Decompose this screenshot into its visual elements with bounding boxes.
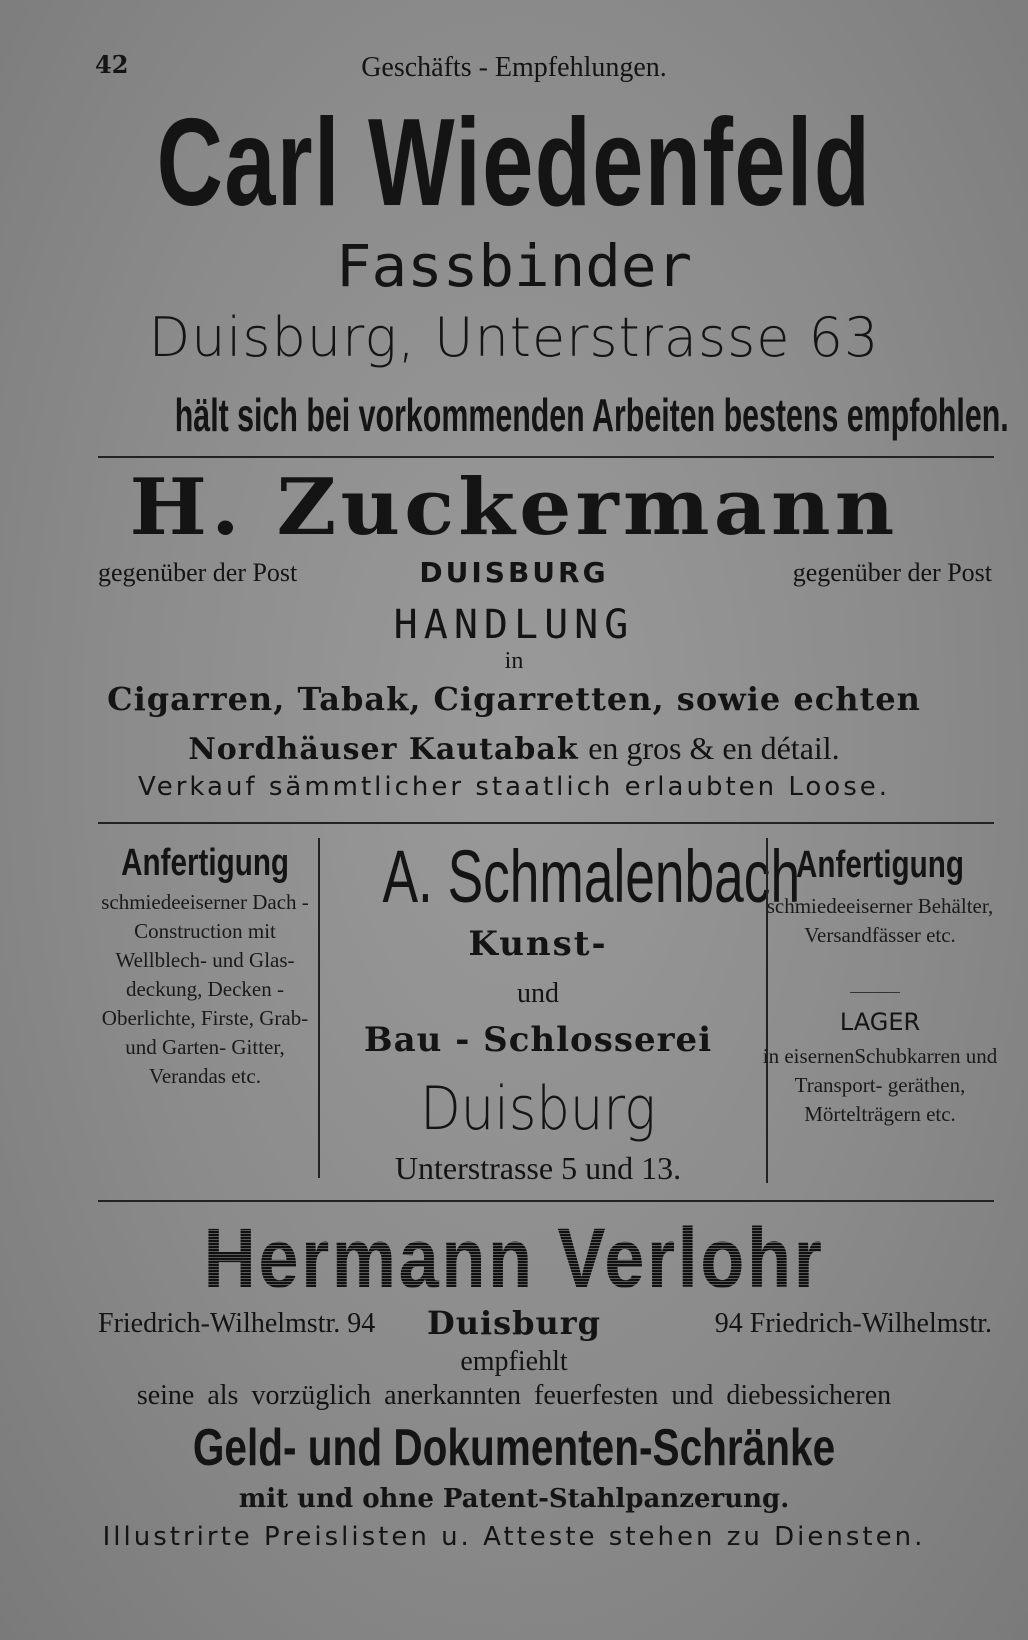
column-divider xyxy=(318,838,320,1178)
zuckermann-connector: in xyxy=(504,648,524,674)
zuckermann-location-left: gegenüber der Post xyxy=(98,558,298,587)
section-title: Geschäfts - Empfehlungen. xyxy=(361,52,667,83)
verlohr-description: seine als vorzüglich anerkannten feuerfesten und diebessicheren xyxy=(136,1380,892,1411)
verlohr-product: Geld- und Dokumenten-Schränke xyxy=(192,1419,836,1477)
page-number: 42 xyxy=(95,50,129,79)
schmalenbach-kunst: Kunst- xyxy=(468,924,608,964)
wiedenfeld-name: Carl Wiedenfeld xyxy=(156,94,872,232)
zuckermann-city: DUISBURG xyxy=(419,556,609,589)
divider xyxy=(98,822,994,824)
zuckermann-trade: HANDLUNG xyxy=(393,602,635,648)
verlohr-street-right: 94 Friedrich-Wilhelmstr. xyxy=(714,1308,992,1339)
schmalenbach-und: und xyxy=(517,978,559,1009)
verlohr-price-lists: Illustrirte Preislisten u. Atteste stehen zu Diensten. xyxy=(102,1522,926,1552)
verlohr-street-left: Friedrich-Wilhelmstr. 94 xyxy=(98,1308,376,1339)
schmalenbach-bau: Bau - Schlosserei xyxy=(363,1020,713,1060)
schmalenbach-lager: LAGER xyxy=(839,1008,921,1036)
short-divider xyxy=(850,992,900,993)
divider xyxy=(98,456,994,458)
wiedenfeld-trade: Fassbinder xyxy=(335,232,693,300)
divider xyxy=(98,1200,994,1202)
schmalenbach-right-text2: in eisernenSchubkarren und Transport- geräthen, Mörtelträgern etc. xyxy=(762,1044,998,1126)
verlohr-patent: mit und ohne Patent-Stahlpanzerung. xyxy=(238,1484,790,1514)
zuckermann-kautabak: Nordhäuser Kautabak xyxy=(188,732,579,767)
schmalenbach-left-heading: Anfertigung xyxy=(121,842,290,884)
wiedenfeld-address: Duisburg, Unterstrasse 63 xyxy=(148,306,880,369)
schmalenbach-address: Unterstrasse 5 und 13. xyxy=(394,1150,682,1186)
zuckermann-location-right: gegenüber der Post xyxy=(792,558,992,587)
schmalenbach-name: A. Schmalenbach xyxy=(382,835,801,918)
verlohr-city: Duisburg xyxy=(426,1304,602,1342)
schmalenbach-right-text: schmiedeeiserner Behälter, Versandfässer etc. xyxy=(766,894,994,947)
zuckermann-lottery: Verkauf sämmtlicher staatlich erlaubten Loose. xyxy=(137,772,891,802)
schmalenbach-right-heading: Anfertigung xyxy=(796,844,964,886)
verlohr-recommends: empfiehlt xyxy=(460,1346,568,1377)
schmalenbach-city: Duisburg xyxy=(420,1074,656,1144)
verlohr-name: Hermann Verlohr xyxy=(72,1210,956,1307)
zuckermann-goods-line1: Cigarren, Tabak, Cigarretten, sowie echten xyxy=(107,680,921,718)
wiedenfeld-slogan: hält sich bei vorkommenden Arbeiten bestens empfohlen. xyxy=(174,389,1009,441)
zuckermann-name: H. Zuckermann xyxy=(129,462,899,553)
zuckermann-goods-line2 xyxy=(0,730,1028,767)
zuckermann-wholesale: en gros & en détail. xyxy=(588,730,840,766)
schmalenbach-left-text: schmiedeeiserner Dach - Construction mit Wellblech- und Glas- deckung, Decken -Oberlichte, Firste, Grab- und Garten- Gitter, Verandas etc. xyxy=(101,890,309,1088)
